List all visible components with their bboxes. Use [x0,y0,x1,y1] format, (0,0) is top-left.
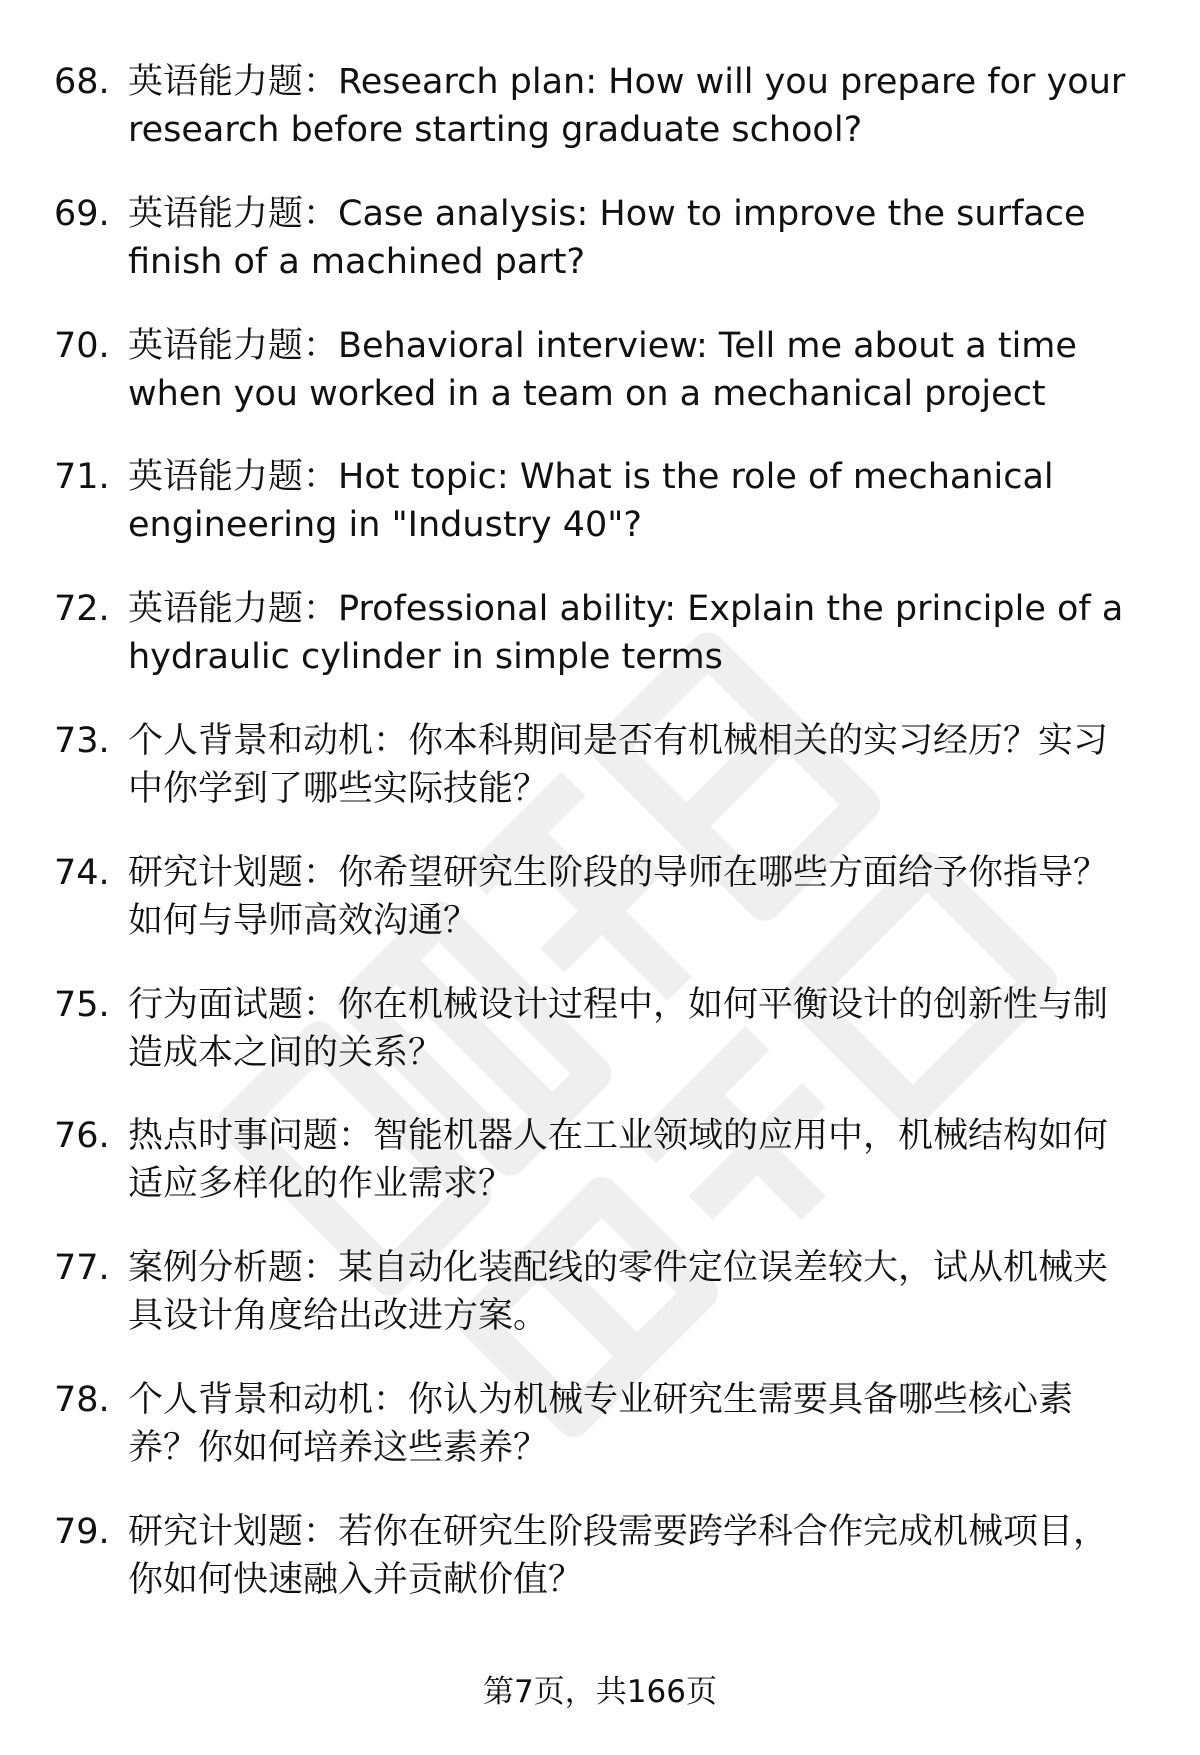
question-text [128,453,1148,549]
question-list [0,58,1200,1640]
list-item [0,58,1200,190]
question-text [128,190,1148,286]
question-line: 案例分析题：某自动化装配线的零件定位误差较大，试从机械夹 [128,1248,1109,1289]
question-line: 英语能力题：Behavioral interview: Tell me about a time [128,325,1077,366]
question-line: 研究计划题：你希望研究生阶段的导师在哪些方面给予你指导？ [128,852,1109,893]
question-line: 热点时事问题：智能机器人在工业领域的应用中，机械结构如何 [128,1116,1109,1157]
question-line: when you worked in a team on a mechanical project [128,373,1046,414]
question-text [128,717,1148,813]
question-line: research before starting graduate school? [128,110,863,150]
question-line: 研究计划题：若你在研究生阶段需要跨学科合作完成机械项目， [128,1511,1109,1552]
question-text [128,585,1148,681]
list-item [0,1112,1200,1244]
list-item [0,1376,1200,1508]
question-line: 你如何快速融入并贡献价值？ [128,1559,584,1600]
question-number: 70. [54,325,110,366]
question-line: 个人背景和动机：你本科期间是否有机械相关的实习经历？实习 [128,720,1109,761]
question-line: 英语能力题：Case analysis: How to improve the surface [128,193,1086,234]
question-line: engineering in "Industry 40"? [128,505,642,546]
question-line: 中你学到了哪些实际技能？ [128,768,549,809]
list-item [0,585,1200,717]
question-text [128,849,1148,945]
question-number: 68. [54,62,110,102]
question-line: 个人背景和动机：你认为机械专业研究生需要具备哪些核心素 [128,1379,1074,1420]
question-number: 72. [54,589,110,630]
question-number: 74. [54,852,110,893]
list-item [0,1244,1200,1376]
list-item [0,717,1200,849]
question-number: 71. [54,457,110,498]
list-item [0,1508,1200,1640]
question-text [128,322,1148,418]
question-number: 77. [54,1248,110,1289]
question-line: hydraulic cylinder in simple terms [128,637,723,678]
question-line: 如何与导师高效沟通？ [128,900,479,941]
question-line: 英语能力题：Research plan: How will you prepare for your [128,62,1126,102]
question-line: 具设计角度给出改进方案。 [128,1296,549,1337]
question-line: 造成本之间的关系？ [128,1032,444,1073]
question-line: 行为面试题：你在机械设计过程中，如何平衡设计的创新性与制 [128,984,1109,1025]
page-footer: 第7页，共166页 [483,1674,717,1710]
question-number: 73. [54,720,110,761]
list-item [0,190,1200,322]
question-text [128,1112,1148,1208]
list-item [0,453,1200,585]
list-item [0,322,1200,454]
question-text [128,981,1148,1077]
question-number: 75. [54,984,110,1025]
question-text [128,58,1148,154]
question-number: 79. [54,1511,110,1552]
question-line: 英语能力题：Professional ability: Explain the principle of a [128,589,1124,630]
question-text [128,1244,1148,1340]
question-line: 适应多样化的作业需求？ [128,1164,514,1205]
question-line: 英语能力题：Hot topic: What is the role of mechanical [128,457,1054,498]
list-item [0,981,1200,1113]
list-item [0,849,1200,981]
question-line: finish of a machined part? [128,241,586,282]
question-text [128,1508,1148,1604]
question-text [128,1376,1148,1472]
question-number: 69. [54,193,110,234]
question-number: 78. [54,1379,110,1420]
question-line: 养？你如何培养这些素养？ [128,1427,549,1468]
question-number: 76. [54,1116,110,1157]
